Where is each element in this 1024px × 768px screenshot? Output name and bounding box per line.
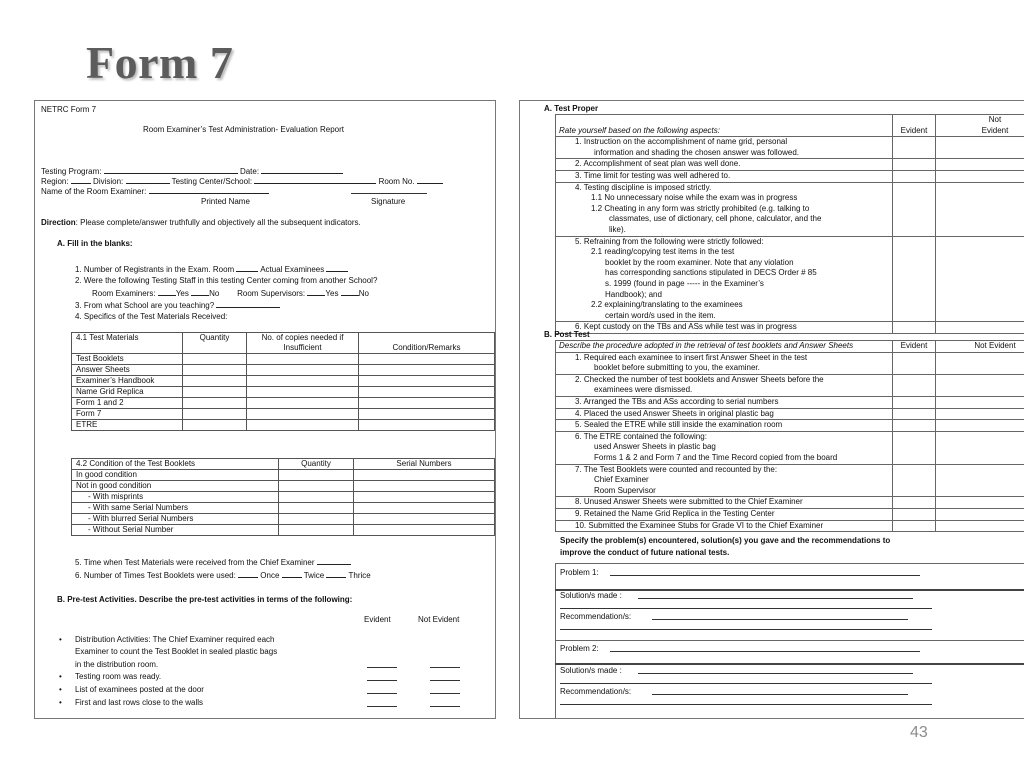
test-materials-table [71,332,495,431]
item-text: 6. Kept custody on the TBs and ASs while test was in progress [575,322,797,332]
item-text: 7. The Test Booklets were counted and recounted by the: [575,464,778,474]
cell[interactable] [354,525,495,536]
cell[interactable] [893,431,936,464]
cell[interactable] [247,365,359,376]
q5-label: 5. Time when Test Materials were received from the Chief Examiner [75,558,315,567]
test-proper-heading: A. Test Proper [544,104,599,113]
cell[interactable] [936,431,1024,464]
post-test-heading: B. Post Test [544,330,590,339]
table-row [556,159,1024,171]
cell[interactable] [893,182,936,236]
bullet-list-posted: List of examinees posted at the door [75,685,204,694]
evident-header: Evident [893,126,936,137]
item-text: 1. Instruction on the accomplishment of name grid, personal [575,137,788,147]
cell[interactable] [359,409,495,420]
bullet-dot: • [59,672,62,681]
recommendation-1-label: Recommendation/s: [560,612,632,621]
header-copies-needed: No. of copies needed if Insufficient [247,333,359,354]
room-no-label: Room No. [378,177,415,186]
twice-field[interactable] [282,569,302,578]
solution-2-label: Solution/s made : [560,666,622,675]
region-label: Region: [41,177,69,186]
bullet-rows-walls: First and last rows close to the walls [75,698,204,707]
item-text: 9. Retained the Name Grid Replica in the Testing Center [575,508,775,518]
bullet-distribution: Distribution Activities: The Chief Examiner required each [75,635,275,644]
cell[interactable] [279,514,354,525]
item-text: 10. Submitted the Examinee Stubs for Grade VI to the Chief Examiner [575,520,824,530]
division-field[interactable] [126,175,170,184]
row-label: In good condition [72,470,279,481]
cell[interactable] [359,354,495,365]
solution-1-label: Solution/s made : [560,591,622,600]
cell[interactable] [279,470,354,481]
table-row [556,497,1024,509]
header-condition-booklets: 4.2 Condition of the Test Booklets [72,459,279,470]
item-text: Chief Examiner [594,475,649,485]
recommendation-2-label: Recommendation/s: [560,687,632,696]
item-text: Forms 1 & 2 and Form 7 and the Time Record copied from the board [594,452,838,462]
left-form-page [34,100,496,719]
cell[interactable] [893,508,936,520]
cell[interactable] [359,387,495,398]
not-evident-header: Not Evident [936,341,1024,353]
table-row [556,408,1024,420]
question-5 [75,556,351,568]
cell[interactable] [936,464,1024,497]
cell[interactable] [893,497,936,509]
item-text: 2.2 explaining/translating to the examinees [591,300,743,310]
report-title: Room Examiner’s Test Administration- Evaluation Report [143,125,344,134]
no-label: No [358,289,369,298]
problem-1-label: Problem 1: [560,568,599,577]
item-text: s. 1999 (found in page ----- in the Examiner’s [605,278,764,288]
recommendation-1-field-line2[interactable] [560,629,932,630]
problem-2-field[interactable] [610,651,920,652]
table-row [72,365,495,376]
table-row [72,481,495,492]
q1-examinees-label: Actual Examinees [260,265,325,274]
right-form-page [519,100,1024,719]
cell[interactable] [893,520,936,532]
cell[interactable] [893,170,936,182]
cell[interactable] [247,409,359,420]
row-label: - With misprints [72,492,279,503]
room-no-field[interactable] [417,175,443,184]
cell[interactable] [936,508,1024,520]
actual-examinees-field[interactable] [326,263,348,272]
room-examiner-label: Name of the Room Examiner: [41,187,147,196]
table-row [72,514,495,525]
signature-caption: Signature [371,197,406,206]
cell[interactable] [354,470,495,481]
table-row [72,503,495,514]
question-4: 4. Specifics of the Test Materials Received: [75,312,228,321]
table-row [72,398,495,409]
cell[interactable] [359,420,495,431]
yes-label: Yes [325,289,339,298]
specify-line-2: improve the conduct of future national tests. [560,548,730,557]
evident-header: Evident [364,615,391,624]
divider [555,589,1024,591]
bullet-dot: • [59,698,62,707]
cell[interactable] [359,376,495,387]
problem-2-label: Problem 2: [560,644,599,653]
table-row [556,420,1024,432]
evident-blank[interactable] [367,680,397,681]
question-3 [75,299,280,311]
testing-center-label: Testing Center/School: [171,177,253,186]
item-text: 6. The ETRE contained the following: [575,431,707,441]
item-text: like). [609,224,626,234]
row-label: Form 1 and 2 [72,398,183,409]
not-label: Not [936,115,1024,126]
item-text: 4. Placed the used Answer Sheets in original plastic bag [575,408,774,418]
table-row [556,374,1024,396]
room-supervisors-yes-field[interactable] [307,287,325,296]
form-code: NETRC Form 7 [41,105,97,114]
item-text: 1.2 Cheating in any form was strictly prohibited (e.g. talking to [591,203,810,213]
recommendation-2-field-line2[interactable] [560,704,932,705]
not-evident-blank[interactable] [430,667,460,668]
item-text: 3. Time limit for testing was well adhered to. [575,170,731,180]
cell[interactable] [279,503,354,514]
problem-1-field[interactable] [610,575,920,576]
cell[interactable] [354,481,495,492]
cell[interactable] [183,376,247,387]
region-field[interactable] [71,175,91,184]
question-2: 2. Were the following Testing Staff in this testing Center coming from another School? [75,276,378,285]
table-row [556,170,1024,182]
direction-body: : Please complete/answer truthfully and objectively all the subsequent indicators. [75,218,361,227]
table-row [556,431,1024,464]
no-label: No [209,289,220,298]
evident-header: Evident [893,341,936,353]
cell[interactable] [893,408,936,420]
thrice-field[interactable] [326,569,346,578]
cell[interactable] [893,322,936,334]
item-text: booklet by the room examiner. Note that any violation [605,257,794,267]
describe-label: Describe the procedure adopted in the retrieval of test booklets and Answer Sheets [556,341,893,353]
bullet-dot: • [59,685,62,694]
table-row [72,376,495,387]
date-label: Date: [239,167,260,176]
table-row [556,520,1024,532]
registrants-field[interactable] [236,263,258,272]
cell[interactable] [183,365,247,376]
divider [555,640,1024,641]
bullet-distribution-line2: Examiner to count the Test Booklet in sealed plastic bags [75,647,278,656]
room-examiners-yes-field[interactable] [158,287,176,296]
cell[interactable] [279,492,354,503]
evident-blank[interactable] [367,667,397,668]
bullet-distribution-line3: in the distribution room. [75,660,159,669]
not-evident-blank[interactable] [430,706,460,707]
row-label: Form 7 [72,409,183,420]
solution-1-field-line2[interactable] [560,608,932,609]
cell[interactable] [936,170,1024,182]
q1-label: 1. Number of Registrants in the Exam. Room [75,265,235,274]
bullet-dot: • [59,635,62,644]
item-text: 8. Unused Answer Sheets were submitted to the Chief Examiner [575,497,803,507]
cell[interactable] [936,374,1024,396]
cell[interactable] [359,365,495,376]
evident-short-header: Evident [936,126,1024,137]
time-received-field[interactable] [317,556,351,565]
rate-label: Rate yourself based on the following aspects: [556,126,893,137]
printed-name-field[interactable] [149,185,269,194]
twice-label: Twice [303,571,325,580]
question-6 [75,569,371,581]
cell[interactable] [183,387,247,398]
table-row [72,470,495,481]
booklet-condition-table [71,458,495,536]
header-quantity: Quantity [183,333,247,354]
q3-label: 3. From what School are you teaching? [75,301,215,310]
date-field[interactable] [261,165,343,174]
header-quantity: Quantity [279,459,354,470]
cell[interactable] [893,374,936,396]
section-a-heading: A. Fill in the blanks: [57,239,133,248]
cell[interactable] [183,354,247,365]
row-label: ETRE [72,420,183,431]
divider [555,663,1024,665]
testing-program-label: Testing Program: [41,167,102,176]
division-label: Division: [93,177,124,186]
cell[interactable] [183,398,247,409]
not-evident-blank[interactable] [430,693,460,694]
question-2-options [92,287,369,299]
table-row [556,137,1024,159]
once-field[interactable] [238,569,258,578]
table-row [556,322,1024,334]
cell[interactable] [936,236,1024,322]
item-text: 4. Testing discipline is imposed strictly. [575,182,712,192]
room-supervisors-label: Room Supervisors: [237,289,306,298]
header-serial-numbers: Serial Numbers [354,459,495,470]
table-row [72,354,495,365]
cell[interactable] [247,398,359,409]
item-text: 3. Arranged the TBs and ASs according to serial numbers [575,396,779,406]
table-row [556,236,1024,322]
evident-blank[interactable] [367,693,397,694]
cell[interactable] [936,497,1024,509]
item-text: Handbook); and [605,289,662,299]
room-examiners-no-field[interactable] [191,287,209,296]
item-text: 2. Accomplishment of seat plan was well done. [575,159,741,169]
cell[interactable] [936,396,1024,408]
thrice-label: Thrice [348,571,371,580]
cell[interactable] [936,420,1024,432]
table-row [72,387,495,398]
item-text: certain word/s used in the item. [605,310,716,320]
row-label: Examiner’s Handbook [72,376,183,387]
not-evident-header: Not Evident [418,615,460,624]
item-text: 1. Required each examinee to insert first Answer Sheet in the test [575,352,808,362]
cell[interactable] [279,525,354,536]
cell[interactable] [247,354,359,365]
table-row [72,525,495,536]
evident-blank[interactable] [367,706,397,707]
item-text: information and shading the chosen answer was followed. [594,147,800,157]
cell[interactable] [936,182,1024,236]
table-row [556,352,1024,374]
recommendation-1-field[interactable] [652,619,908,620]
row-label: - Without Serial Number [72,525,279,536]
printed-name-caption: Printed Name [201,197,250,206]
row-label: Test Booklets [72,354,183,365]
header-condition: Condition/Remarks [359,333,495,354]
room-examiners-label: Room Examiners: [92,289,156,298]
table-row [72,492,495,503]
item-text: 1.1 No unnecessary noise while the exam was in progress [591,193,798,203]
item-text: has corresponding sanctions stipulated in DECS Order # 85 [605,268,817,278]
section-b-heading: B. Pre-test Activities. Describe the pre-test activities in terms of the following: [57,595,353,604]
cell[interactable] [893,396,936,408]
item-text: examinees were dismissed. [594,385,693,395]
row-label: Not in good condition [72,481,279,492]
item-text: 2.1 reading/copying test items in the test [591,247,735,257]
row-label: Name Grid Replica [72,387,183,398]
row-label: - With same Serial Numbers [72,503,279,514]
cell[interactable] [247,376,359,387]
cell[interactable] [893,159,936,171]
slide-page-number: 43 [910,724,928,741]
cell[interactable] [183,409,247,420]
not-evident-blank[interactable] [430,680,460,681]
school-field[interactable] [216,299,280,308]
slide-title: Form 7 [86,37,234,88]
recommendation-2-field[interactable] [652,694,908,695]
signature-field[interactable] [351,193,427,194]
item-text: 5. Sealed the ETRE while still inside the examination room [575,420,783,430]
solution-1-field[interactable] [638,598,913,599]
solution-2-field[interactable] [638,673,913,674]
once-label: Once [260,571,280,580]
bullet-room-ready: Testing room was ready. [75,672,162,681]
table-row [72,409,495,420]
cell[interactable] [893,464,936,497]
item-text: Room Supervisor [594,485,656,495]
cell[interactable] [893,236,936,322]
cell[interactable] [359,398,495,409]
direction-label: Direction [41,218,76,227]
cell[interactable] [247,420,359,431]
cell[interactable] [936,520,1024,532]
post-test-table [555,340,1024,532]
row-label: Answer Sheets [72,365,183,376]
cell[interactable] [936,408,1024,420]
specify-line-1: Specify the problem(s) encountered, solution(s) you gave and the recommendations to [560,536,891,545]
cell[interactable] [183,420,247,431]
solution-2-field-line2[interactable] [560,683,932,684]
cell[interactable] [279,481,354,492]
cell[interactable] [936,352,1024,374]
cell[interactable] [354,503,495,514]
direction-text [41,217,361,228]
cell[interactable] [247,387,359,398]
table-row [556,182,1024,236]
question-1 [75,263,348,275]
item-text: booklet before submitting to you, the examiner. [594,363,760,373]
item-text: classmates, use of dictionary, cell phone, calculator, and the [609,214,822,224]
q6-label: 6. Number of Times Test Booklets were used: [75,571,236,580]
room-supervisors-no-field[interactable] [341,287,359,296]
item-text: used Answer Sheets in plastic bag [594,442,716,452]
cell[interactable] [936,322,1024,334]
testing-center-field[interactable] [254,175,376,184]
testing-program-field[interactable] [104,165,238,174]
cell[interactable] [936,137,1024,159]
cell[interactable] [354,492,495,503]
item-text: 2. Checked the number of test booklets and Answer Sheets before the [575,374,824,384]
cell[interactable] [354,514,495,525]
table-row [556,508,1024,520]
table-row [72,420,495,431]
cell[interactable] [893,420,936,432]
table-row [556,396,1024,408]
table-row [556,464,1024,497]
item-text: 5. Refraining from the following were strictly followed: [575,236,764,246]
test-proper-table [555,114,1024,334]
header-test-materials: 4.1 Test Materials [72,333,183,354]
cell[interactable] [936,159,1024,171]
row-label: - With blurred Serial Numbers [72,514,279,525]
yes-label: Yes [175,289,189,298]
cell[interactable] [893,352,936,374]
cell[interactable] [893,137,936,159]
